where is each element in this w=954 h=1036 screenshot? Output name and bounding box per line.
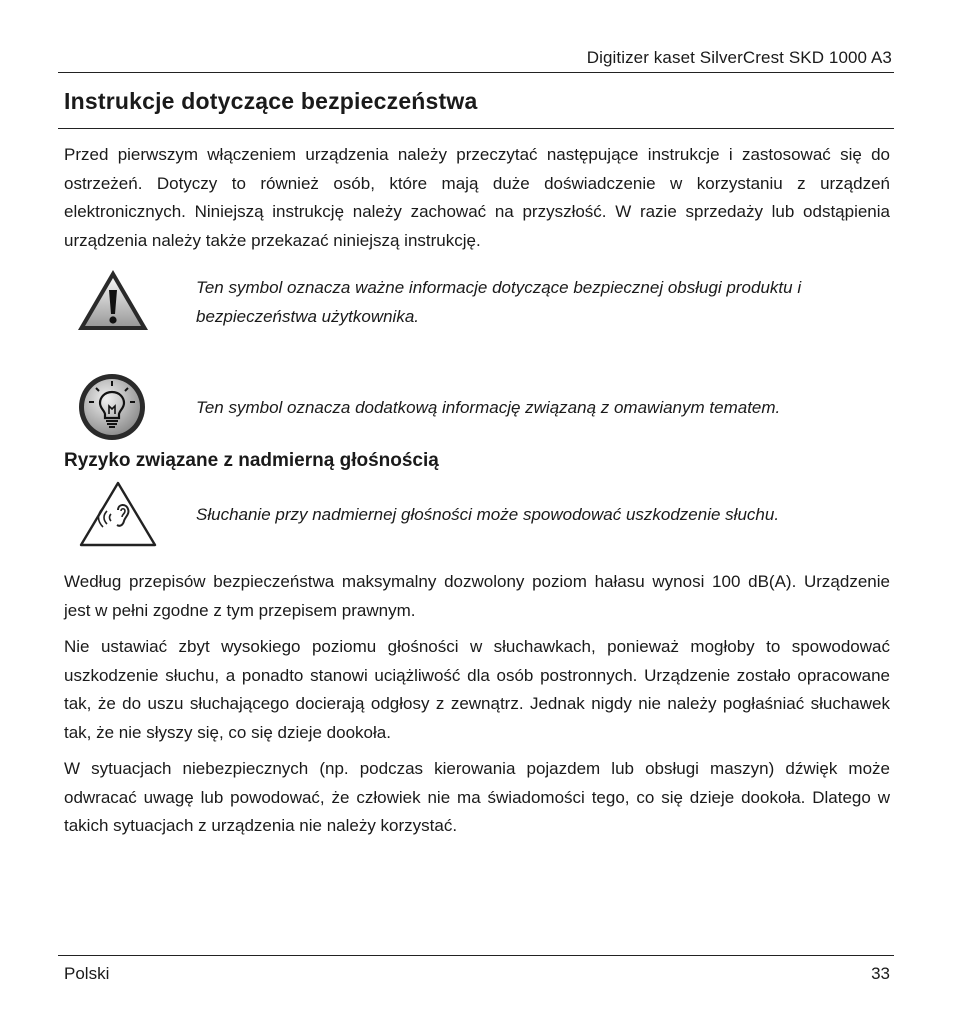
footer-language: Polski bbox=[64, 964, 110, 983]
volume-paragraph-1: Według przepisów bezpieczeństwa maksymalny dozwolony poziom hałasu wynosi 100 dB(A). Urządzenie jest w pełni zgodne z tym przepisem prawnym. bbox=[64, 572, 890, 620]
footer-rule bbox=[58, 955, 894, 956]
warning-triangle-icon bbox=[76, 268, 150, 332]
page-number: 33 bbox=[871, 964, 890, 983]
volume-paragraph-2: Nie ustawiać zbyt wysokiego poziomu głośności w słuchawkach, ponieważ mogłoby to spowodować uszkodzenie słuchu, a ponadto stanowi uciążliwość dla osób postronnych. Urządzenie zostało opracowane tak, że do uszu słuchającego docierają odgłosy z zewnątrz. Jednak nigdy nie należy pogłaśniać słuchawek tak, że nie słyszy się, co się dzieje dookoła. bbox=[64, 637, 890, 742]
section-title-volume: Ryzyko związane z nadmierną głośnością bbox=[64, 450, 439, 471]
header-rule bbox=[58, 72, 894, 73]
section-rule bbox=[58, 128, 894, 129]
header-title: Digitizer kaset SilverCrest SKD 1000 A3 bbox=[586, 48, 892, 67]
section-title-safety: Instrukcje dotyczące bezpieczeństwa bbox=[64, 88, 478, 114]
volume-paragraph-3: W sytuacjach niebezpiecznych (np. podczas kierowania pojazdem lub obsługi maszyn) dźwięk może odwracać uwagę lub powodować, że człowiek nie ma świadomości tego, co się dzieje dookoła. Dlatego w takich sytuacjach z urządzenia nie należy korzystać. bbox=[64, 759, 890, 835]
hearing-note: Słuchanie przy nadmiernej głośności może spowodować uszkodzenie słuchu. bbox=[196, 505, 780, 524]
info-note: Ten symbol oznacza dodatkową informację związaną z omawianym tematem. bbox=[196, 398, 781, 417]
lightbulb-icon bbox=[76, 372, 148, 442]
hearing-warning-icon bbox=[78, 480, 158, 548]
intro-paragraph: Przed pierwszym włączeniem urządzenia należy przeczytać następujące instrukcje i zastosować się do ostrzeżeń. Dotyczy to również osób, które mają duże doświadczenie w korzystaniu z urządzeń elektronicznych. Niniejszą instrukcję należy zachować na przyszłość. W razie sprzedaży lub odstąpienia urządzenia należy także przekazać niniejszą instrukcję. bbox=[64, 145, 890, 250]
warning-note: Ten symbol oznacza ważne informacje dotyczące bezpiecznej obsługi produktu i bezpieczeństwa użytkownika. bbox=[196, 278, 802, 326]
